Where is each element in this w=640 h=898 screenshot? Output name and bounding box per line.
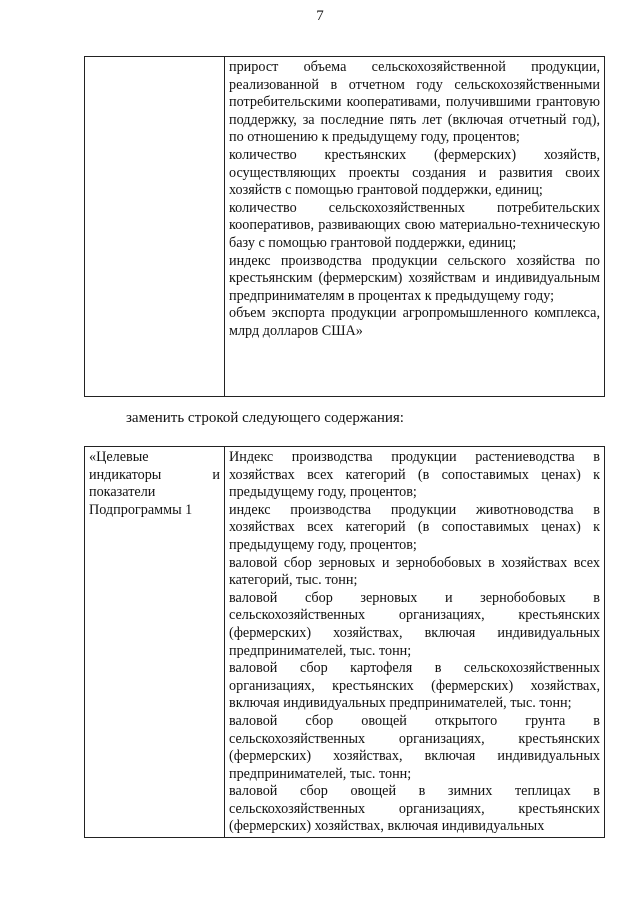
page-number: 7 — [316, 8, 324, 24]
indicator-item: индекс производства продукции животноводства в хозяйствах всех категорий (в сопоставимых ценах) к предыдущему году, процентов; — [229, 501, 600, 553]
indicator-item: валовой сбор овощей открытого грунта в сельскохозяйственных организациях, крестьянских (фермерских) хозяйствах, включая индивидуальных предпринимателей, тыс. тонн; — [229, 712, 600, 782]
indicator-item: количество сельскохозяйственных потребительских кооперативов, развивающих свою материально-техническую базу с помощью грантовой поддержки, единиц; — [229, 199, 600, 251]
indicators-cell — [225, 447, 605, 838]
indicator-item: прирост объема сельскохозяйственной продукции, реализованной в отчетном году сельскохозяйственными потребительскими кооперативами, получившими грантовую поддержку, за последние пять лет (включая отчетный год), по отношению к предыдущему году, процентов; — [229, 59, 600, 146]
indicators-table-old — [84, 56, 605, 397]
table-row — [85, 447, 605, 838]
indicator-item: индекс производства продукции сельского хозяйства по крестьянским (фермерским) хозяйствам и индивидуальным предпринимателям в процентах к предыдущему году; — [229, 252, 600, 304]
table-row — [85, 57, 605, 397]
indicator-item: валовой сбор картофеля в сельскохозяйственных организациях, крестьянских (фермерских) хозяйствах, включая индивидуальных предпринимателей, тыс. тонн; — [229, 660, 600, 712]
indicator-item: валовой сбор зерновых и зернобобовых в хозяйствах всех категорий, тыс. тонн; — [229, 554, 600, 589]
subprogram-label: «Целевые индикаторы и показатели Подпрограммы 1 — [89, 449, 220, 518]
left-cell-label — [85, 447, 225, 838]
indicator-item: Индекс производства продукции растениеводства в хозяйствах всех категорий (в сопоставимых ценах) к предыдущему году, процентов; — [229, 449, 600, 501]
indicator-item: объем экспорта продукции агропромышленного комплекса, млрд долларов США» — [229, 305, 600, 339]
indicator-item: валовой сбор зерновых и зернобобовых в сельскохозяйственных организациях, крестьянских (фермерских) хозяйствах, включая индивидуальных предпринимателей, тыс. тонн; — [229, 589, 600, 659]
indicators-cell — [225, 57, 605, 397]
replacement-instruction: заменить строкой следующего содержания: — [126, 410, 404, 426]
indicators-table-new — [84, 446, 605, 838]
left-cell-empty — [85, 57, 225, 397]
indicator-item: валовой сбор овощей в зимних теплицах в сельскохозяйственных организациях, крестьянских (фермерских) хозяйствах, включая индивидуальных — [229, 783, 600, 835]
indicator-item: количество крестьянских (фермерских) хозяйств, осуществляющих проекты создания и развития своих хозяйств с помощью грантовой поддержки, единиц; — [229, 146, 600, 199]
